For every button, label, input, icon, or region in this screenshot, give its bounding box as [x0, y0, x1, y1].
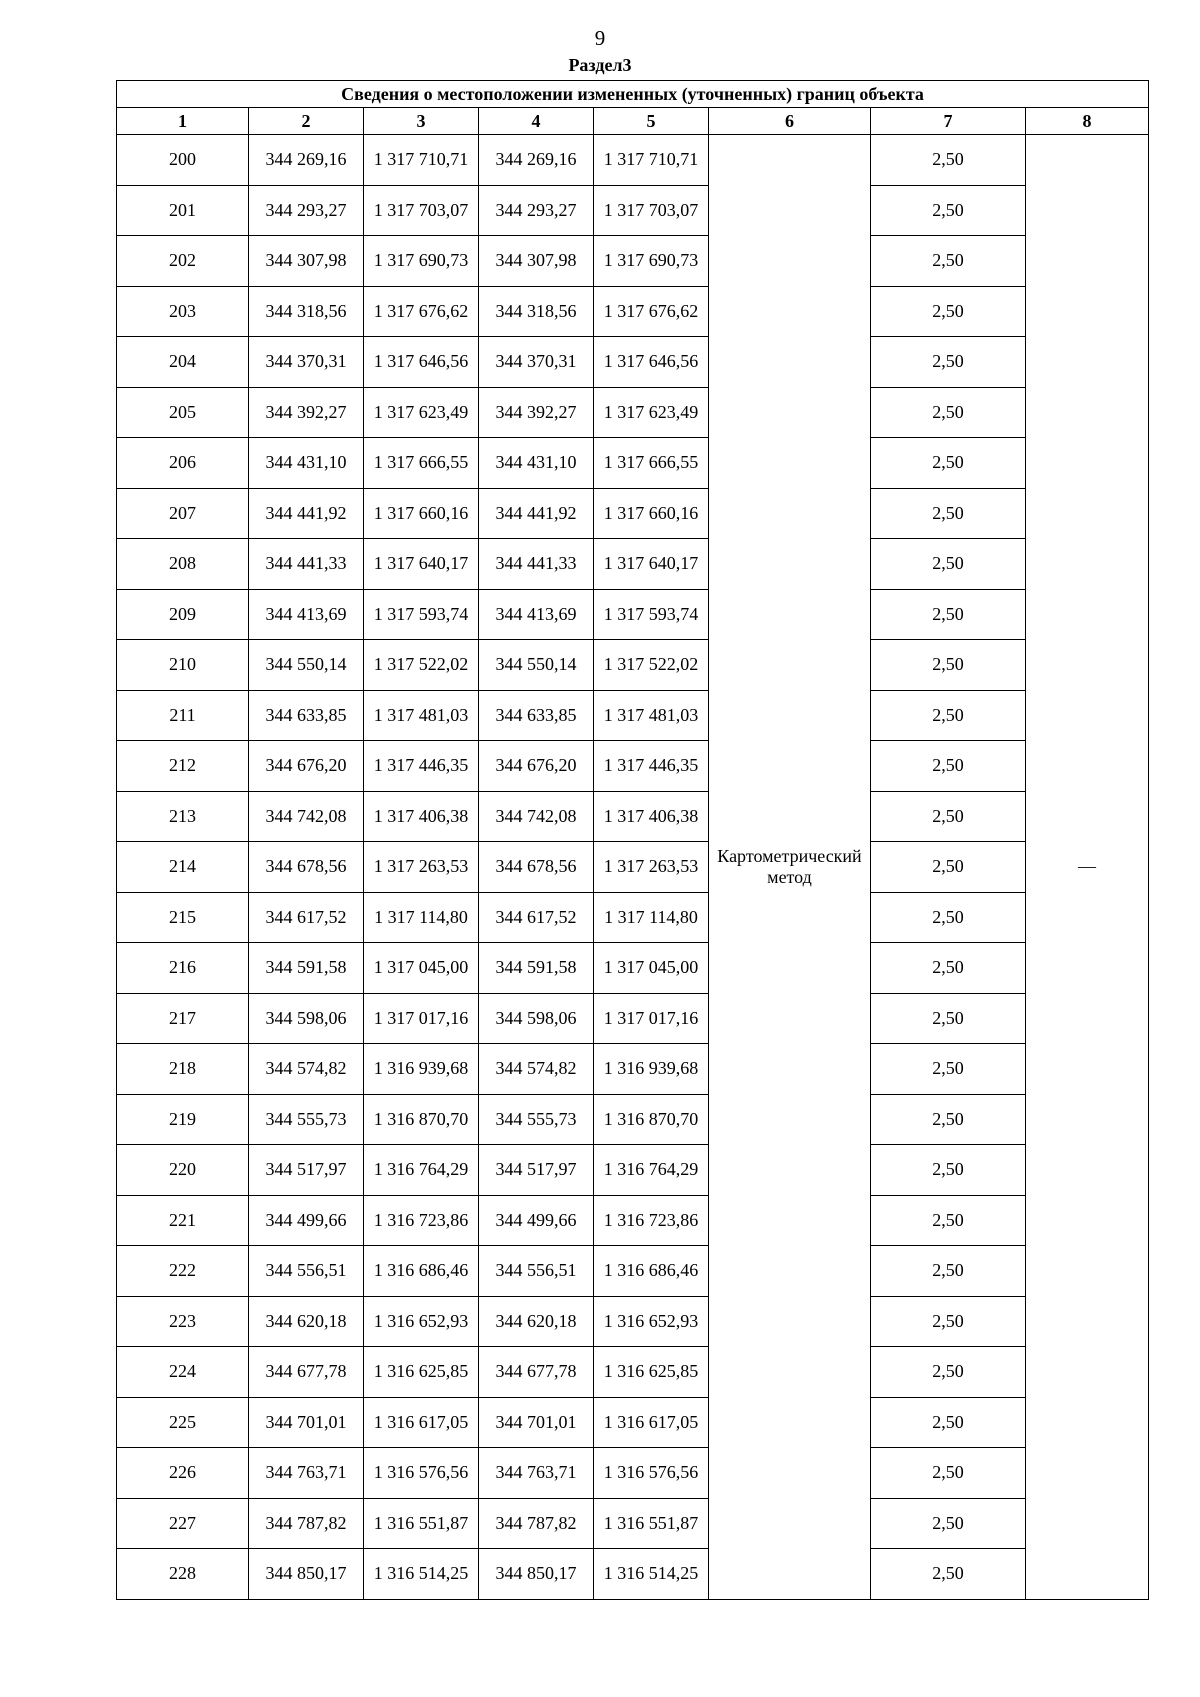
column-header: 8	[1026, 108, 1149, 135]
table-row	[117, 286, 1149, 337]
table-row	[117, 236, 1149, 287]
cell-point: 209	[117, 589, 249, 640]
cell-point: 202	[117, 236, 249, 287]
cell-accuracy: 2,50	[871, 943, 1026, 994]
cell-point: 217	[117, 993, 249, 1044]
cell-y-old: 1 317 646,56	[364, 337, 479, 388]
table-row	[117, 1044, 1149, 1095]
cell-point: 223	[117, 1296, 249, 1347]
cell-y-new: 1 316 764,29	[594, 1145, 709, 1196]
table-row	[117, 1498, 1149, 1549]
cell-x-new: 344 556,51	[479, 1246, 594, 1297]
cell-y-old: 1 317 710,71	[364, 135, 479, 186]
cell-x-new: 344 392,27	[479, 387, 594, 438]
cell-x-new: 344 318,56	[479, 286, 594, 337]
cell-accuracy: 2,50	[871, 1498, 1026, 1549]
table-row	[117, 387, 1149, 438]
cell-point: 227	[117, 1498, 249, 1549]
cell-x-old: 344 318,56	[249, 286, 364, 337]
cell-x-new: 344 370,31	[479, 337, 594, 388]
cell-x-old: 344 441,92	[249, 488, 364, 539]
cell-y-old: 1 316 576,56	[364, 1448, 479, 1499]
table-row	[117, 488, 1149, 539]
cell-y-old: 1 317 623,49	[364, 387, 479, 438]
cell-point: 205	[117, 387, 249, 438]
cell-y-old: 1 317 481,03	[364, 690, 479, 741]
cell-y-new: 1 317 446,35	[594, 741, 709, 792]
cell-accuracy: 2,50	[871, 993, 1026, 1044]
cell-x-old: 344 677,78	[249, 1347, 364, 1398]
cell-y-old: 1 317 660,16	[364, 488, 479, 539]
cell-x-old: 344 742,08	[249, 791, 364, 842]
cell-x-old: 344 701,01	[249, 1397, 364, 1448]
cell-point: 208	[117, 539, 249, 590]
table-row	[117, 690, 1149, 741]
cell-point: 222	[117, 1246, 249, 1297]
column-header: 1	[117, 108, 249, 135]
cell-y-new: 1 316 723,86	[594, 1195, 709, 1246]
cell-y-new: 1 317 676,62	[594, 286, 709, 337]
cell-x-new: 344 293,27	[479, 185, 594, 236]
cell-point: 213	[117, 791, 249, 842]
table-row	[117, 892, 1149, 943]
cell-x-new: 344 269,16	[479, 135, 594, 186]
cell-x-new: 344 413,69	[479, 589, 594, 640]
cell-accuracy: 2,50	[871, 1397, 1026, 1448]
section-title: Раздел3	[568, 55, 632, 75]
cell-accuracy: 2,50	[871, 791, 1026, 842]
cell-accuracy: 2,50	[871, 387, 1026, 438]
cell-point: 214	[117, 842, 249, 893]
page-number: 9	[594, 26, 606, 50]
cell-x-new: 344 787,82	[479, 1498, 594, 1549]
cell-point: 218	[117, 1044, 249, 1095]
cell-point: 228	[117, 1549, 249, 1600]
table-row	[117, 185, 1149, 236]
column-header: 6	[709, 108, 871, 135]
cell-y-old: 1 316 652,93	[364, 1296, 479, 1347]
cell-point: 210	[117, 640, 249, 691]
cell-x-new: 344 677,78	[479, 1347, 594, 1398]
cell-accuracy: 2,50	[871, 892, 1026, 943]
table-row	[117, 993, 1149, 1044]
cell-accuracy: 2,50	[871, 438, 1026, 489]
cell-y-old: 1 317 446,35	[364, 741, 479, 792]
cell-x-new: 344 550,14	[479, 640, 594, 691]
cell-point: 216	[117, 943, 249, 994]
column-header: 3	[364, 108, 479, 135]
column-header: 4	[479, 108, 594, 135]
cell-y-old: 1 317 593,74	[364, 589, 479, 640]
cell-y-old: 1 317 690,73	[364, 236, 479, 287]
cell-y-old: 1 317 263,53	[364, 842, 479, 893]
cell-accuracy: 2,50	[871, 1094, 1026, 1145]
cell-y-old: 1 316 939,68	[364, 1044, 479, 1095]
cell-y-new: 1 316 939,68	[594, 1044, 709, 1095]
cell-y-new: 1 317 017,16	[594, 993, 709, 1044]
table-row	[117, 1246, 1149, 1297]
cell-y-new: 1 317 406,38	[594, 791, 709, 842]
cell-y-old: 1 317 017,16	[364, 993, 479, 1044]
cell-x-new: 344 701,01	[479, 1397, 594, 1448]
cell-x-old: 344 550,14	[249, 640, 364, 691]
cell-y-new: 1 317 045,00	[594, 943, 709, 994]
cell-y-new: 1 317 640,17	[594, 539, 709, 590]
cell-accuracy: 2,50	[871, 185, 1026, 236]
cell-y-new: 1 317 263,53	[594, 842, 709, 893]
table-body	[117, 135, 1149, 1600]
cell-x-old: 344 392,27	[249, 387, 364, 438]
cell-point: 212	[117, 741, 249, 792]
cell-x-old: 344 676,20	[249, 741, 364, 792]
table-row	[117, 1397, 1149, 1448]
cell-point: 206	[117, 438, 249, 489]
cell-x-old: 344 787,82	[249, 1498, 364, 1549]
cell-x-old: 344 633,85	[249, 690, 364, 741]
cell-y-new: 1 317 522,02	[594, 640, 709, 691]
cell-x-old: 344 293,27	[249, 185, 364, 236]
cell-y-new: 1 316 870,70	[594, 1094, 709, 1145]
cell-y-new: 1 317 593,74	[594, 589, 709, 640]
cell-point: 203	[117, 286, 249, 337]
cell-x-old: 344 517,97	[249, 1145, 364, 1196]
cell-y-old: 1 317 640,17	[364, 539, 479, 590]
cell-point: 220	[117, 1145, 249, 1196]
cell-accuracy: 2,50	[871, 337, 1026, 388]
cell-x-old: 344 441,33	[249, 539, 364, 590]
cell-point: 221	[117, 1195, 249, 1246]
cell-point: 211	[117, 690, 249, 741]
table-row	[117, 1094, 1149, 1145]
cell-x-old: 344 598,06	[249, 993, 364, 1044]
cell-x-old: 344 620,18	[249, 1296, 364, 1347]
cell-y-old: 1 316 625,85	[364, 1347, 479, 1398]
table-row	[117, 1448, 1149, 1499]
cell-point: 201	[117, 185, 249, 236]
table-row	[117, 135, 1149, 186]
table-row	[117, 1296, 1149, 1347]
cell-y-new: 1 317 623,49	[594, 387, 709, 438]
cell-y-new: 1 316 686,46	[594, 1246, 709, 1297]
cell-y-new: 1 317 481,03	[594, 690, 709, 741]
cell-point: 219	[117, 1094, 249, 1145]
cell-accuracy: 2,50	[871, 690, 1026, 741]
cell-x-old: 344 678,56	[249, 842, 364, 893]
cell-x-old: 344 850,17	[249, 1549, 364, 1600]
cell-y-old: 1 317 406,38	[364, 791, 479, 842]
cell-y-old: 1 316 870,70	[364, 1094, 479, 1145]
cell-x-old: 344 556,51	[249, 1246, 364, 1297]
cell-y-old: 1 316 723,86	[364, 1195, 479, 1246]
table-row	[117, 438, 1149, 489]
cell-y-new: 1 317 660,16	[594, 488, 709, 539]
cell-x-old: 344 763,71	[249, 1448, 364, 1499]
cell-accuracy: 2,50	[871, 1448, 1026, 1499]
cell-x-new: 344 633,85	[479, 690, 594, 741]
cell-accuracy: 2,50	[871, 741, 1026, 792]
table-row	[117, 589, 1149, 640]
cell-accuracy: 2,50	[871, 539, 1026, 590]
cell-x-old: 344 499,66	[249, 1195, 364, 1246]
cell-y-new: 1 317 666,55	[594, 438, 709, 489]
cell-y-new: 1 316 652,93	[594, 1296, 709, 1347]
cell-accuracy: 2,50	[871, 589, 1026, 640]
cell-y-new: 1 316 625,85	[594, 1347, 709, 1398]
cell-accuracy: 2,50	[871, 640, 1026, 691]
cell-accuracy: 2,50	[871, 1549, 1026, 1600]
table-row	[117, 1347, 1149, 1398]
cell-y-new: 1 317 690,73	[594, 236, 709, 287]
cell-x-new: 344 617,52	[479, 892, 594, 943]
cell-y-old: 1 316 514,25	[364, 1549, 479, 1600]
cell-accuracy: 2,50	[871, 286, 1026, 337]
cell-accuracy: 2,50	[871, 1145, 1026, 1196]
cell-x-new: 344 555,73	[479, 1094, 594, 1145]
cell-point: 207	[117, 488, 249, 539]
table-row	[117, 539, 1149, 590]
cell-accuracy: 2,50	[871, 135, 1026, 186]
table-row	[117, 842, 1149, 893]
cell-x-new: 344 598,06	[479, 993, 594, 1044]
note-cell: —	[1026, 135, 1149, 1600]
cell-x-new: 344 742,08	[479, 791, 594, 842]
cell-accuracy: 2,50	[871, 236, 1026, 287]
table-row	[117, 1549, 1149, 1600]
cell-y-old: 1 316 551,87	[364, 1498, 479, 1549]
cell-x-new: 344 850,17	[479, 1549, 594, 1600]
cell-x-old: 344 574,82	[249, 1044, 364, 1095]
cell-point: 224	[117, 1347, 249, 1398]
cell-y-old: 1 316 686,46	[364, 1246, 479, 1297]
cell-x-new: 344 441,33	[479, 539, 594, 590]
cell-y-new: 1 317 703,07	[594, 185, 709, 236]
table-row	[117, 791, 1149, 842]
cell-y-old: 1 317 666,55	[364, 438, 479, 489]
coordinates-table	[116, 80, 1149, 1600]
cell-y-old: 1 317 703,07	[364, 185, 479, 236]
table-row	[117, 741, 1149, 792]
table-row	[117, 1145, 1149, 1196]
cell-x-old: 344 591,58	[249, 943, 364, 994]
column-header: 5	[594, 108, 709, 135]
cell-y-new: 1 316 576,56	[594, 1448, 709, 1499]
cell-y-old: 1 317 522,02	[364, 640, 479, 691]
cell-accuracy: 2,50	[871, 1246, 1026, 1297]
cell-x-new: 344 763,71	[479, 1448, 594, 1499]
cell-x-new: 344 441,92	[479, 488, 594, 539]
cell-point: 215	[117, 892, 249, 943]
cell-x-old: 344 413,69	[249, 589, 364, 640]
table-row	[117, 640, 1149, 691]
cell-y-old: 1 317 676,62	[364, 286, 479, 337]
cell-x-new: 344 620,18	[479, 1296, 594, 1347]
cell-y-new: 1 316 514,25	[594, 1549, 709, 1600]
cell-x-new: 344 517,97	[479, 1145, 594, 1196]
cell-accuracy: 2,50	[871, 1195, 1026, 1246]
cell-accuracy: 2,50	[871, 1296, 1026, 1347]
cell-y-old: 1 317 114,80	[364, 892, 479, 943]
cell-y-new: 1 316 617,05	[594, 1397, 709, 1448]
cell-x-old: 344 431,10	[249, 438, 364, 489]
cell-y-new: 1 316 551,87	[594, 1498, 709, 1549]
cell-point: 225	[117, 1397, 249, 1448]
cell-point: 200	[117, 135, 249, 186]
column-numbers-row	[117, 108, 1149, 135]
cell-accuracy: 2,50	[871, 1044, 1026, 1095]
cell-x-new: 344 676,20	[479, 741, 594, 792]
cell-y-old: 1 317 045,00	[364, 943, 479, 994]
cell-y-new: 1 317 646,56	[594, 337, 709, 388]
cell-y-old: 1 316 764,29	[364, 1145, 479, 1196]
cell-accuracy: 2,50	[871, 842, 1026, 893]
cell-x-old: 344 269,16	[249, 135, 364, 186]
table-row	[117, 337, 1149, 388]
cell-x-new: 344 591,58	[479, 943, 594, 994]
cell-x-new: 344 499,66	[479, 1195, 594, 1246]
cell-point: 226	[117, 1448, 249, 1499]
cell-x-old: 344 555,73	[249, 1094, 364, 1145]
cell-y-new: 1 317 114,80	[594, 892, 709, 943]
cell-x-new: 344 678,56	[479, 842, 594, 893]
cell-y-new: 1 317 710,71	[594, 135, 709, 186]
cell-x-old: 344 370,31	[249, 337, 364, 388]
cell-point: 204	[117, 337, 249, 388]
cell-x-new: 344 431,10	[479, 438, 594, 489]
cell-x-old: 344 307,98	[249, 236, 364, 287]
table-row	[117, 1195, 1149, 1246]
table-row	[117, 943, 1149, 994]
method-cell: Картометрический метод	[709, 135, 871, 1600]
column-header: 7	[871, 108, 1026, 135]
cell-x-old: 344 617,52	[249, 892, 364, 943]
cell-x-new: 344 307,98	[479, 236, 594, 287]
column-header: 2	[249, 108, 364, 135]
cell-x-new: 344 574,82	[479, 1044, 594, 1095]
table-caption: Сведения о местоположении измененных (уточненных) границ объекта	[117, 81, 1149, 108]
cell-accuracy: 2,50	[871, 1347, 1026, 1398]
cell-accuracy: 2,50	[871, 488, 1026, 539]
cell-y-old: 1 316 617,05	[364, 1397, 479, 1448]
